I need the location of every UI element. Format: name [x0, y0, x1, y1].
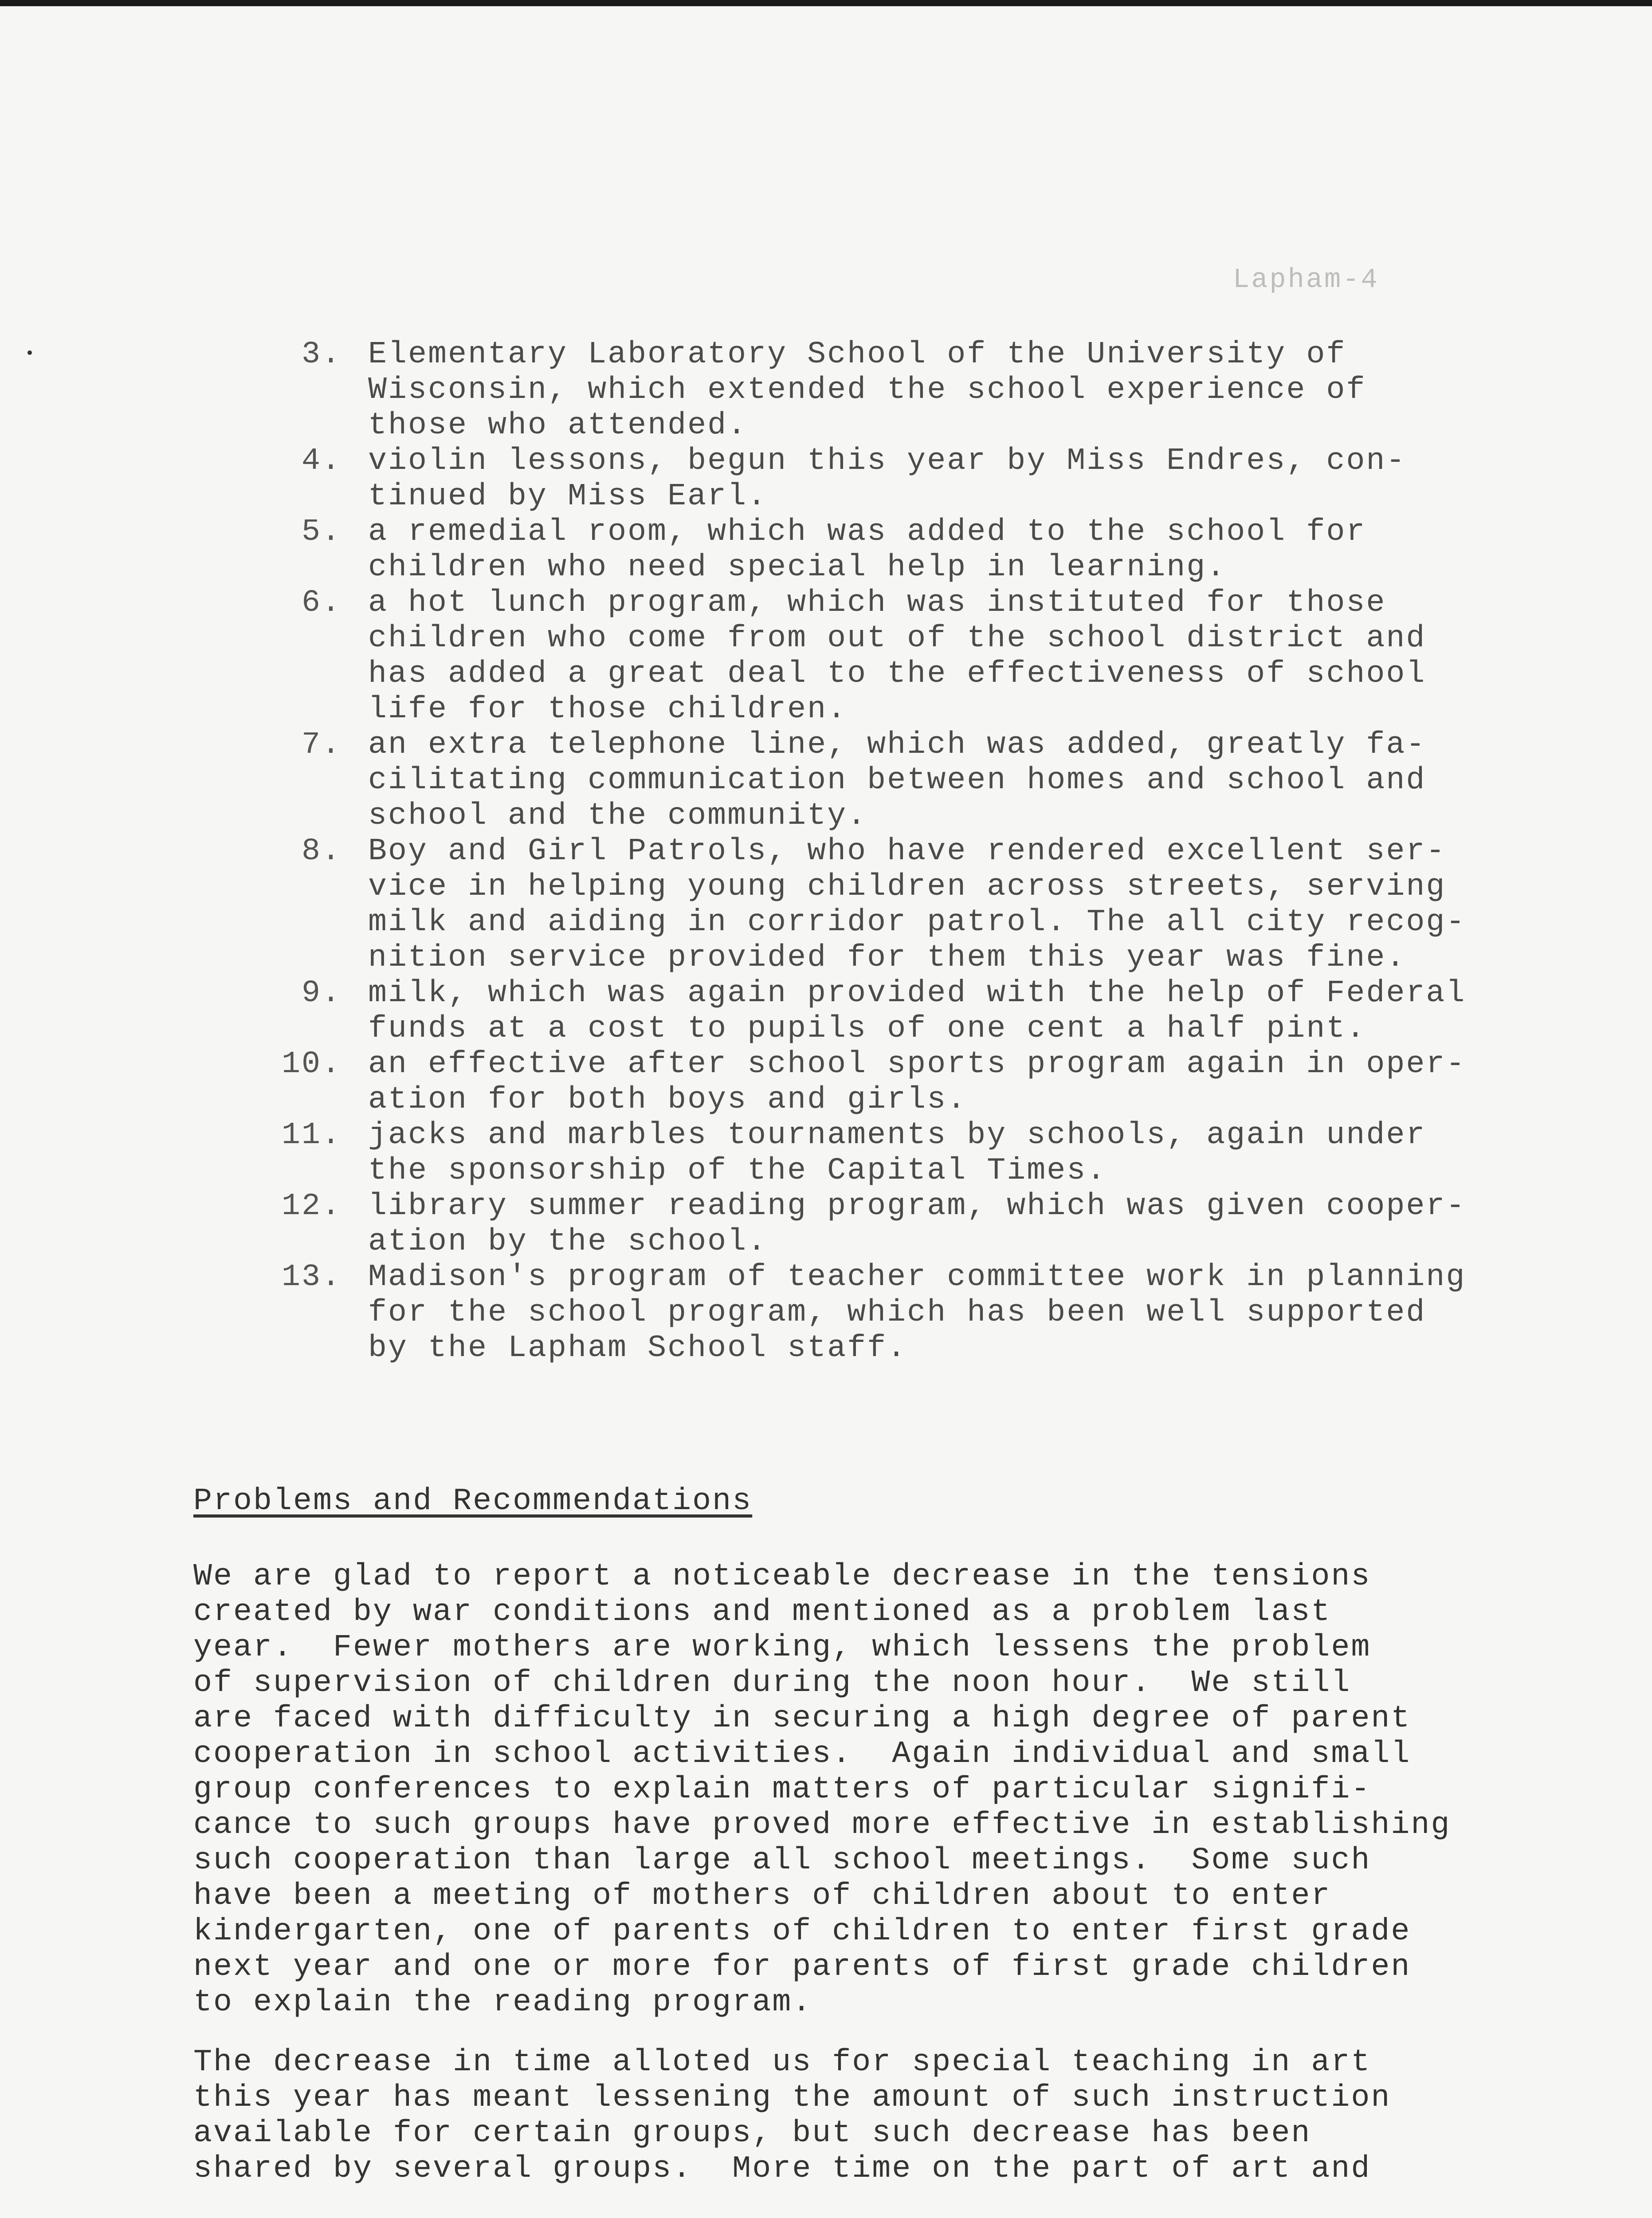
stray-mark: [27, 350, 32, 355]
page-label: Lapham-4: [1233, 264, 1379, 295]
list-item: [266, 515, 1588, 586]
item-text: a hot lunch program, which was instituted for those children who come from out of the school district and has added a great deal to the effectiveness of school life for those children.: [368, 586, 1426, 727]
list-item: [266, 337, 1588, 444]
list-item: [266, 1189, 1588, 1260]
list-item: [266, 834, 1588, 976]
item-number: 4.: [301, 444, 341, 479]
list-item: [266, 444, 1588, 515]
item-text: a remedial room, which was added to the school for children who need special help in learning.: [368, 515, 1366, 585]
item-number: 13.: [281, 1260, 341, 1295]
item-text: an extra telephone line, which was added, greatly fa- cilitating communication between homes and school and school and the community.: [368, 728, 1426, 834]
achievements-list: [266, 337, 1588, 1366]
item-number: 5.: [301, 515, 341, 550]
list-item: [266, 976, 1588, 1047]
item-text: milk, which was again provided with the help of Federal funds at a cost to pupils of one cent a half pint.: [368, 976, 1466, 1046]
scan-top-edge: [0, 0, 1652, 6]
list-item: [266, 1047, 1588, 1118]
list-item: [266, 1118, 1588, 1189]
item-text: jacks and marbles tournaments by schools, again under the sponsorship of the Capital Times.: [368, 1118, 1426, 1188]
item-text: Boy and Girl Patrols, who have rendered excellent ser- vice in helping young children across streets, serving milk and aiding in corridor patrol. The all city recog- nition service provided for them this year was fine.: [368, 834, 1466, 975]
item-number: 8.: [301, 834, 341, 869]
section-heading: Problems and Recommendations: [193, 1484, 753, 1519]
item-number: 12.: [281, 1189, 341, 1224]
item-number: 3.: [301, 337, 341, 372]
item-number: 9.: [301, 976, 341, 1011]
body-paragraph: We are glad to report a noticeable decrease in the tensions created by war conditions and mentioned as a problem last year. Fewer mothers are working, which lessens the problem of supervision of children during the noon hour. We still are faced with difficulty in securing a high degree of parent cooperation in school activities. Again individual and small group conferences to explain matters of particular signifi- cance to such groups have proved more effective in establishing such cooperation than large all school meetings. Some such have been a meeting of mothers of children about to enter kindergarten, one of parents of children to enter first grade next year and one or more for parents of first grade children to explain the reading program.: [193, 1559, 1451, 2020]
item-text: violin lessons, begun this year by Miss Endres, con- tinued by Miss Earl.: [368, 444, 1406, 514]
item-number: 10.: [281, 1047, 341, 1082]
item-number: 6.: [301, 586, 341, 621]
list-item: [266, 586, 1588, 728]
list-item: [266, 728, 1588, 834]
item-text: library summer reading program, which was given cooper- ation by the school.: [368, 1189, 1466, 1259]
body-paragraph: The decrease in time alloted us for special teaching in art this year has meant lessening the amount of such instruction available for certain groups, but such decrease has been shared by several groups. More time on the part of art and: [193, 2045, 1391, 2187]
list-item: [266, 1260, 1588, 1366]
item-text: an effective after school sports program again in oper- ation for both boys and girls.: [368, 1047, 1466, 1117]
item-number: 11.: [281, 1118, 341, 1153]
item-text: Madison's program of teacher committee work in planning for the school program, which has been well supported by the Lapham School staff.: [368, 1260, 1466, 1366]
item-text: Elementary Laboratory School of the University of Wisconsin, which extended the school experience of those who attended.: [368, 337, 1366, 443]
item-number: 7.: [301, 728, 341, 763]
